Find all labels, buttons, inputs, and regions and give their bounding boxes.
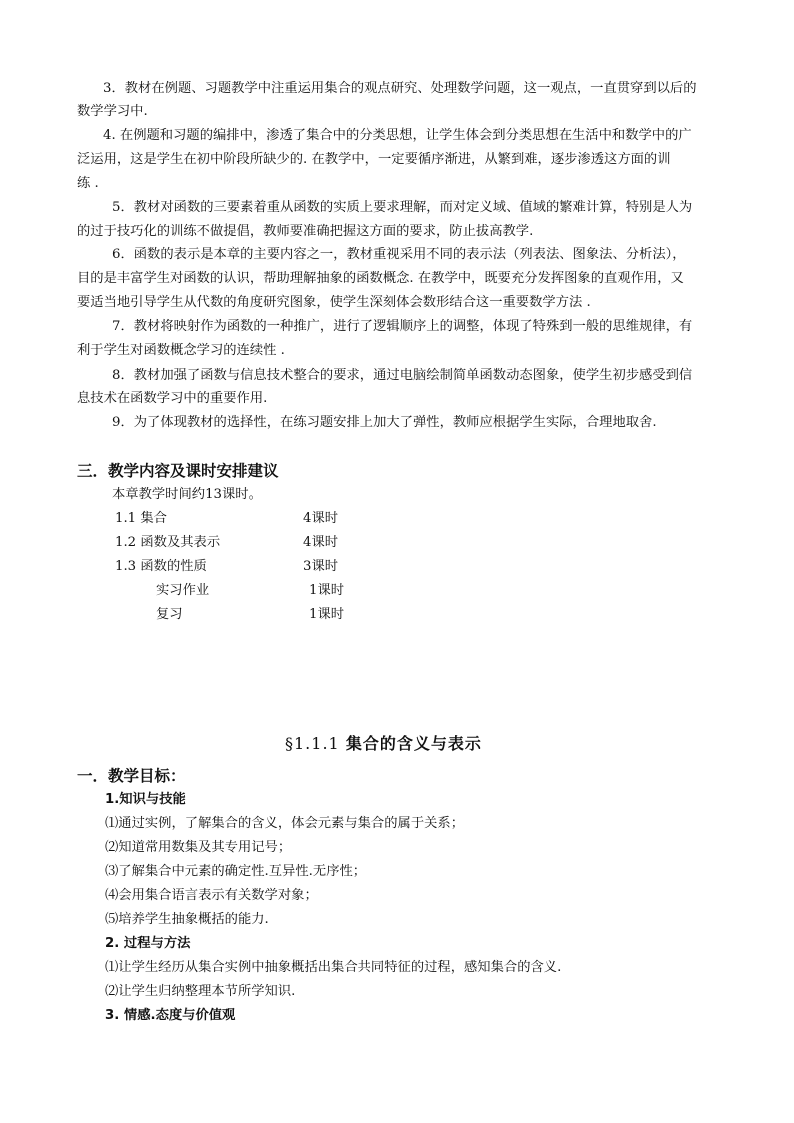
objective-item: ⑴让学生经历从集合实例中抽象概括出集合共同特征的过程，感知集合的含义.	[105, 960, 562, 975]
objective-item: ⑵让学生归纳整理本节所学知识.	[105, 984, 296, 999]
para-4-line-3: 练 .	[77, 176, 99, 191]
subheading-process-methods: 2. 过程与方法	[105, 936, 191, 951]
para-3-line-2: 数学学习中.	[77, 104, 148, 119]
schedule-item-name: 1.3 函数的性质	[115, 559, 207, 574]
schedule-item-hours: 3课时	[303, 559, 339, 574]
objective-item: ⑶了解集合中元素的确定性.互异性.无序性；	[105, 864, 367, 879]
section-3-heading: 三．教学内容及课时安排建议	[77, 462, 279, 480]
schedule-item-name: 复习	[156, 607, 183, 622]
para-4-line-1: 4. 在例题和习题的编排中，渗透了集合中的分类思想，让学生体会到分类思想在生活中和数学中的广	[103, 128, 692, 143]
objective-item: ⑵知道常用数集及其专用记号；	[105, 840, 292, 855]
para-7-line-1: 7．教材将映射作为函数的一种推广，进行了逻辑顺序上的调整，体现了特殊到一般的思维规律，有	[112, 319, 693, 334]
schedule-item-hours: 4课时	[303, 511, 339, 526]
para-6-line-1: 6．函数的表示是本章的主要内容之一，教材重视采用不同的表示法（列表法、图象法、分析法），	[112, 247, 686, 262]
lesson-title-symbol: §1.1.1	[285, 734, 340, 753]
para-4-line-2: 泛运用，这是学生在初中阶段所缺少的. 在教学中，一定要循序渐进，从繁到难，逐步渗透这方面的训	[77, 152, 671, 167]
lesson-title	[285, 734, 482, 754]
objective-item: ⑴通过实例，了解集合的含义，体会元素与集合的属于关系；	[105, 816, 465, 831]
para-5-line-2: 的过于技巧化的训练不做提倡，教师要准确把握这方面的要求，防止拔高教学.	[77, 224, 534, 239]
para-9-line-1: 9．为了体现教材的选择性，在练习题安排上加大了弹性，教师应根据学生实际，合理地取舍.	[112, 415, 657, 430]
schedule-item-hours: 1课时	[309, 583, 345, 598]
para-8-line-1: 8．教材加强了函数与信息技术整合的要求，通过电脑绘制简单函数动态图象，使学生初步感受到信	[112, 368, 693, 383]
schedule-item-hours: 4课时	[303, 535, 339, 550]
para-3-line-1: 3．教材在例题、习题教学中注重运用集合的观点研究、处理数学问题，这一观点，一直贯穿到以后的	[103, 81, 697, 96]
schedule-item-hours: 1课时	[309, 607, 345, 622]
subheading-knowledge-skills: 1.知识与技能	[105, 792, 186, 807]
objectives-heading: 一．教学目标：	[77, 767, 186, 785]
subheading-emotion-values: 3. 情感.态度与价值观	[105, 1008, 236, 1023]
para-8-line-2: 息技术在函数学习中的重要作用.	[77, 391, 268, 406]
objective-item: ⑷会用集合语言表示有关数学对象；	[105, 888, 318, 903]
schedule-item-name: 实习作业	[156, 583, 210, 598]
para-5-line-1: 5．教材对函数的三要素着重从函数的实质上要求理解，而对定义域、值域的繁难计算，特别是人为	[112, 200, 693, 215]
para-6-line-3: 要适当地引导学生从代数的角度研究图象，使学生深刻体会数形结合这一重要数学方法 .	[77, 295, 591, 310]
lesson-title-text: 集合的含义与表示	[345, 734, 482, 753]
schedule-item-name: 1.1 集合	[115, 511, 167, 526]
para-7-line-2: 利于学生对函数概念学习的连续性 .	[77, 343, 285, 358]
para-6-line-2: 目的是丰富学生对函数的认识，帮助理解抽象的函数概念. 在教学中，既要充分发挥图象的直观作用，又	[77, 271, 684, 286]
section-3-total-hours: 本章教学时间约13课时。	[112, 487, 262, 502]
schedule-item-name: 1.2 函数及其表示	[115, 535, 221, 550]
objective-item: ⑸培养学生抽象概括的能力.	[105, 912, 269, 927]
